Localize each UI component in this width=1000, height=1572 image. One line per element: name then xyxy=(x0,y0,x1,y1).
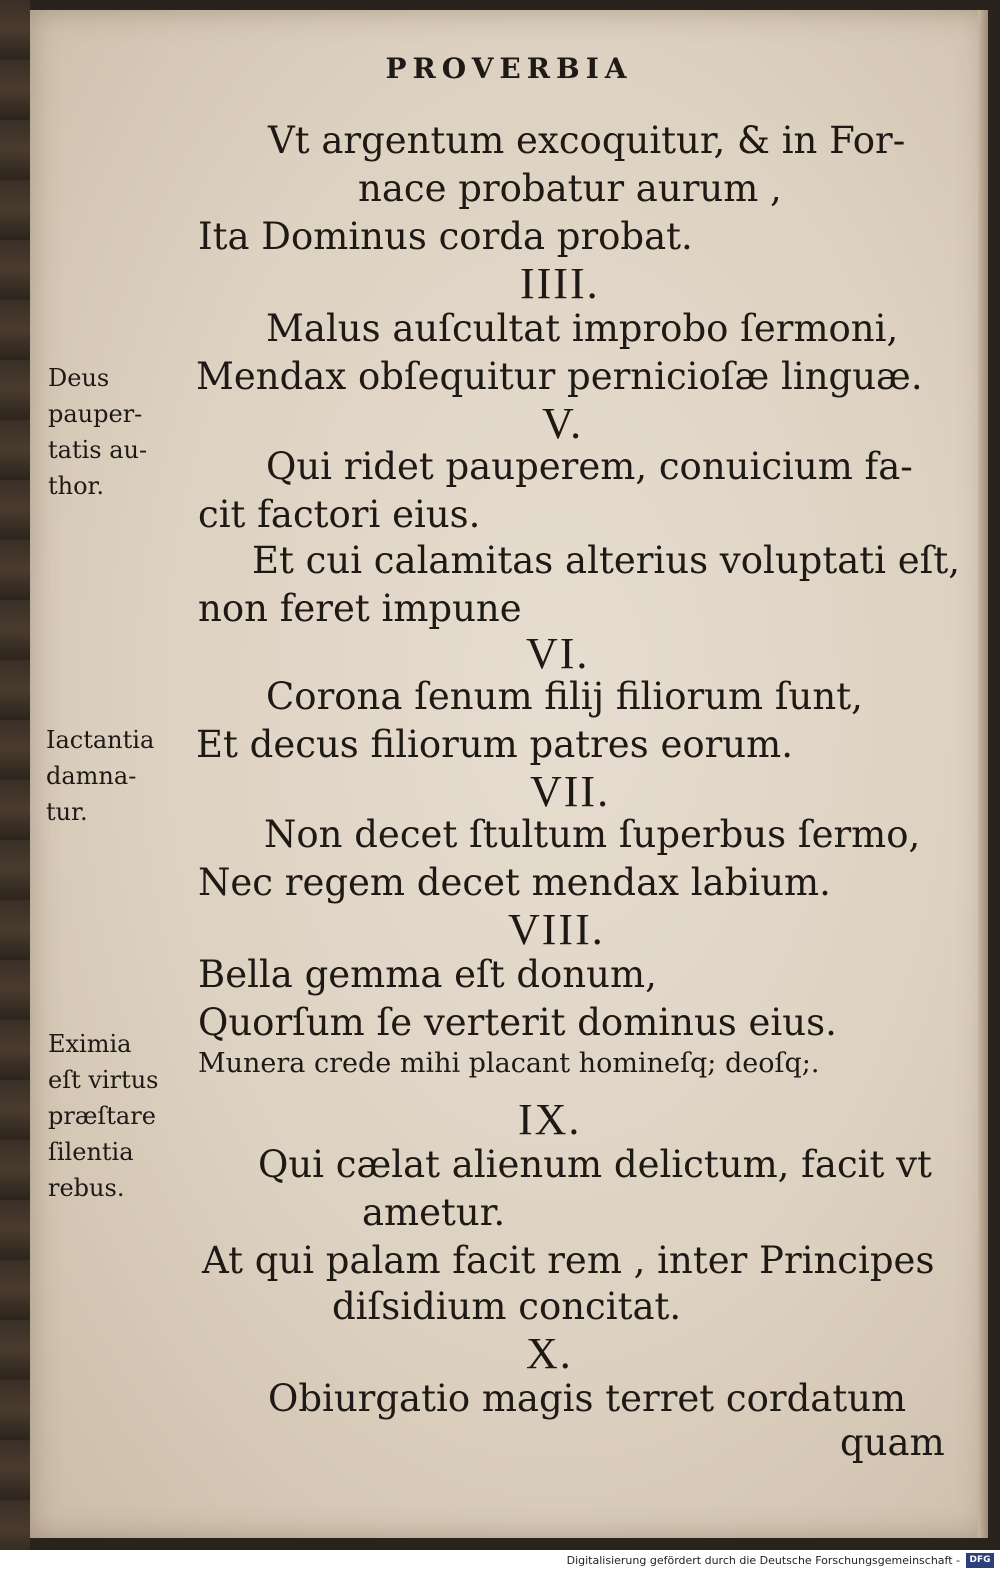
text-line: Vt argentum excoquitur, & in For- xyxy=(268,119,906,162)
section-numeral: VII. xyxy=(530,767,611,816)
text-line: Bella gemma eſt donum, xyxy=(198,953,657,996)
footer-bar xyxy=(0,1550,1000,1572)
text-line: quam xyxy=(840,1421,945,1464)
text-line: Et decus filiorum patres eorum. xyxy=(196,723,793,766)
text-line: Malus auſcultat improbo ſermoni, xyxy=(266,307,899,350)
text-line: Munera crede mihi placant homineſq; deoſq;. xyxy=(198,1048,820,1079)
text-line: Corona ſenum filij filiorum ſunt, xyxy=(266,675,863,718)
margin-note-line: tatis au- xyxy=(48,436,148,464)
dfg-logo: DFG xyxy=(966,1553,994,1568)
section-numeral: IX. xyxy=(518,1095,582,1144)
margin-note-line: Iactantia xyxy=(46,726,155,754)
text-line: Qui ridet pauperem, conuicium fa- xyxy=(266,445,913,488)
text-line: ametur. xyxy=(362,1191,506,1234)
section-numeral: IIII. xyxy=(520,259,600,308)
margin-note-line: pauper- xyxy=(48,400,143,428)
margin-note-line: rebus. xyxy=(48,1174,125,1202)
margin-note-line: thor. xyxy=(48,472,105,500)
text-line: Ita Dominus corda probat. xyxy=(198,215,693,258)
margin-note-line: eſt virtus xyxy=(48,1066,159,1094)
text-line: Non decet ſtultum ſuperbus ſermo, xyxy=(264,813,921,856)
section-numeral: V. xyxy=(542,399,584,448)
margin-note-line: damna- xyxy=(46,762,137,790)
margin-note-line: tur. xyxy=(46,798,88,826)
text-line: Nec regem decet mendax labium. xyxy=(198,861,831,904)
text-line: cit factori eius. xyxy=(198,493,481,536)
text-line: Quorſum ſe verterit dominus eius. xyxy=(198,1001,837,1044)
book-spine xyxy=(0,0,30,1550)
text-line: nace probatur aurum , xyxy=(358,167,782,210)
text-line: Mendax obſequitur pernicioſæ linguæ. xyxy=(196,355,923,398)
margin-note-line: præſtare xyxy=(48,1102,156,1130)
text-line: diſsidium concitat. xyxy=(332,1285,682,1328)
running-head: PROVERBIA xyxy=(385,52,633,85)
section-numeral: VI. xyxy=(526,629,590,678)
margin-note-line: Eximia xyxy=(48,1030,132,1058)
margin-note-line: Deus xyxy=(48,364,110,392)
funding-credit: Digitalisierung gefördert durch die Deutsche Forschungsgemeinschaft - xyxy=(566,1554,960,1567)
text-line: Obiurgatio magis terret cordatum xyxy=(268,1377,907,1420)
text-line: Et cui calamitas alterius voluptati eſt, xyxy=(252,539,960,582)
margin-note-line: ſilentia xyxy=(48,1138,134,1166)
text-line: At qui palam facit rem , inter Principes xyxy=(202,1239,935,1282)
book-page xyxy=(30,10,988,1538)
text-line: non feret impune xyxy=(198,587,522,630)
section-numeral: X. xyxy=(526,1329,573,1378)
text-line: Qui cælat alienum delictum, facit vt xyxy=(258,1143,932,1186)
page-edge xyxy=(978,10,988,1538)
section-numeral: VIII. xyxy=(508,905,605,954)
